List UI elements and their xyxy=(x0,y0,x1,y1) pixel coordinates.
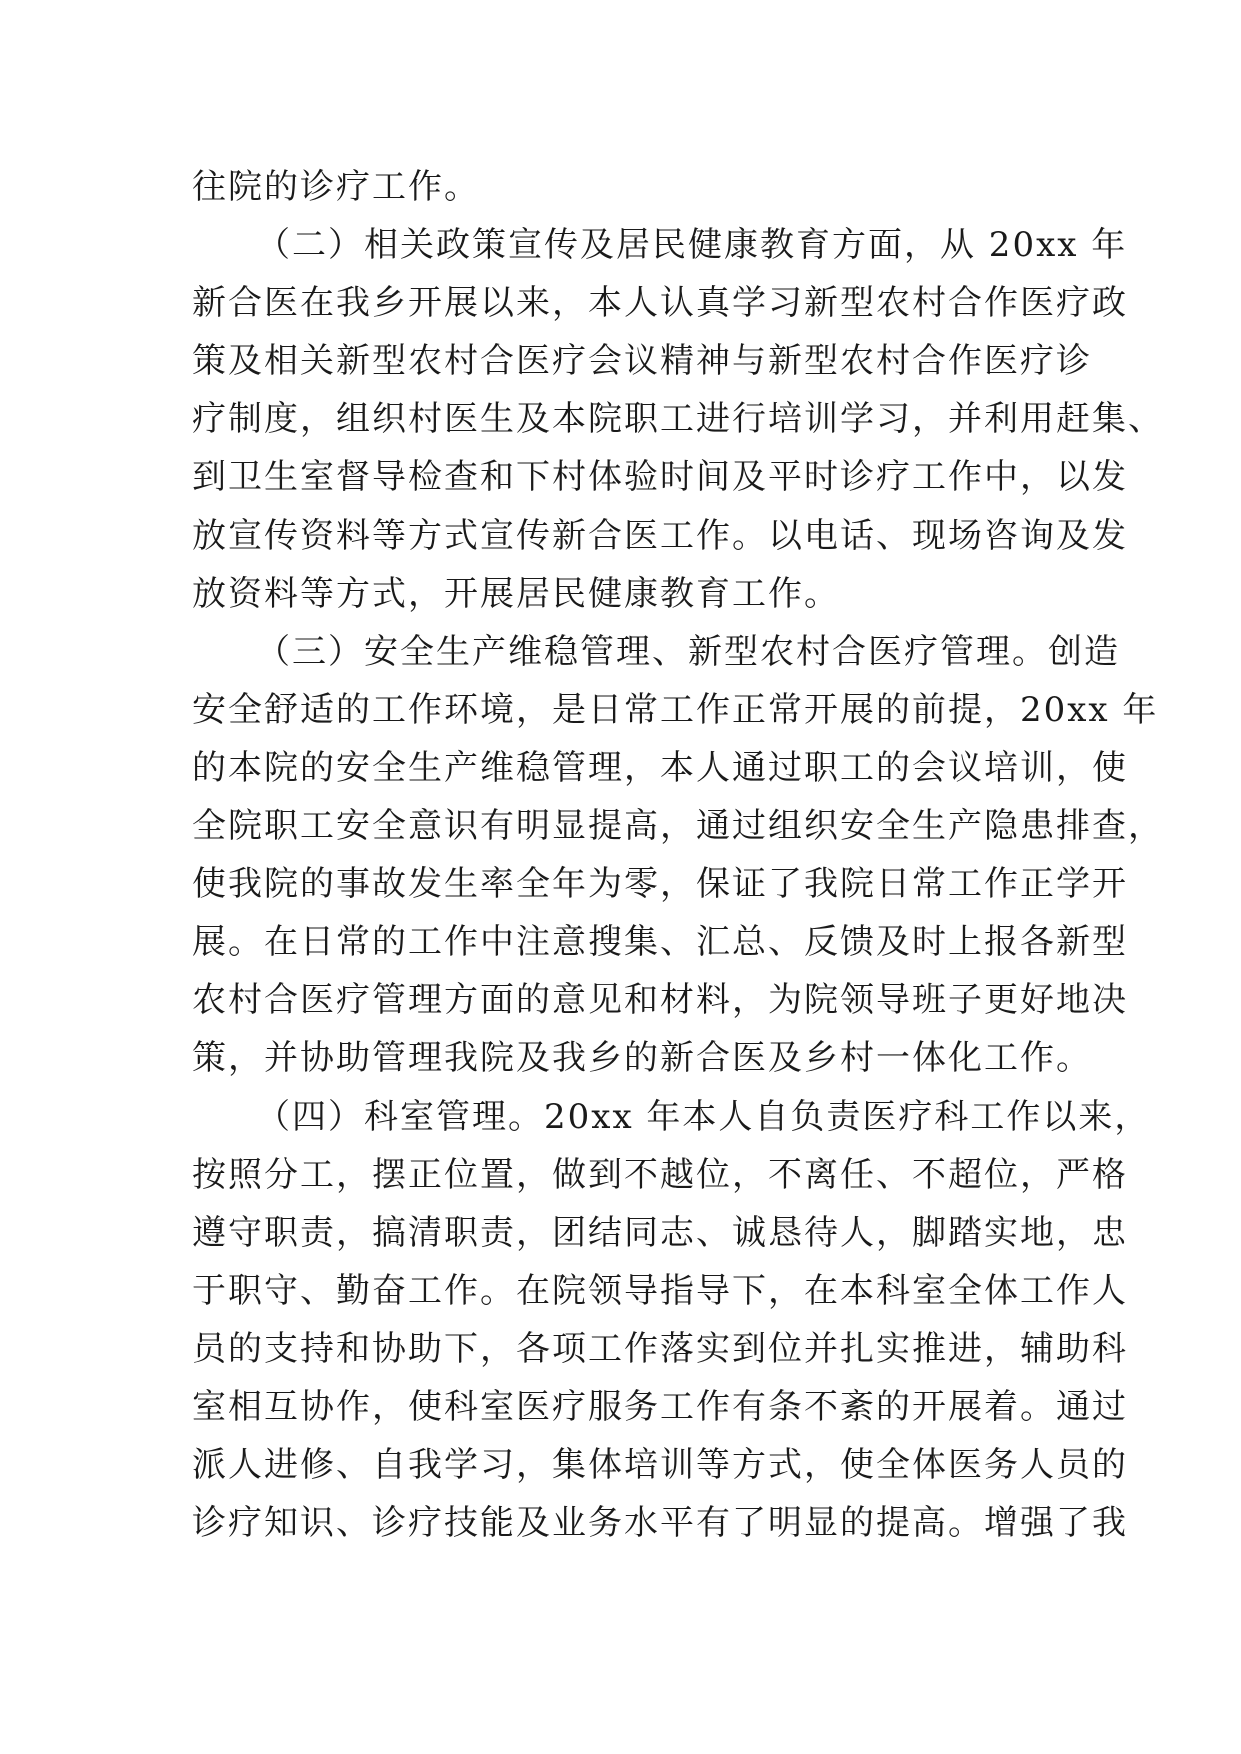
text-line: 策及相关新型农村合医疗会议精神与新型农村合作医疗诊 xyxy=(192,341,1092,382)
text-line: 展。在日常的工作中注意搜集、汇总、反馈及时上报各新型 xyxy=(192,922,1128,963)
text-line: 的本院的安全生产维稳管理，本人通过职工的会议培训，使 xyxy=(192,747,1128,788)
paragraph-heading-line: （二）相关政策宣传及居民健康教育方面，从 20xx 年 xyxy=(256,225,1128,266)
text-line: 安全舒适的工作环境，是日常工作正常开展的前提，20xx 年 xyxy=(192,689,1159,730)
text-line: 到卫生室督导检查和下村体验时间及平时诊疗工作中，以发 xyxy=(192,457,1128,498)
paragraph-heading-line: （四）科室管理。20xx 年本人自负责医疗科工作以来， xyxy=(256,1096,1151,1137)
text-line: 按照分工，摆正位置，做到不越位，不离任、不超位，严格 xyxy=(192,1154,1128,1195)
text-line: 农村合医疗管理方面的意见和材料，为院领导班子更好地决 xyxy=(192,980,1128,1021)
text-line: 疗制度，组织村医生及本院职工进行培训学习，并利用赶集、 xyxy=(192,399,1164,440)
paragraph-heading-line: （三）安全生产维稳管理、新型农村合医疗管理。创造 xyxy=(256,631,1120,672)
text-line: 新合医在我乡开展以来，本人认真学习新型农村合作医疗政 xyxy=(192,283,1128,324)
document-body xyxy=(192,158,1164,1552)
text-line: 派人进修、自我学习，集体培训等方式，使全体医务人员的 xyxy=(192,1445,1128,1486)
text-line: 策，并协助管理我院及我乡的新合医及乡村一体化工作。 xyxy=(192,1038,1092,1079)
text-line: 往院的诊疗工作。 xyxy=(192,167,480,207)
text-line: 员的支持和协助下，各项工作落实到位并扎实推进，辅助科 xyxy=(192,1328,1128,1369)
text-line: 于职守、勤奋工作。在院领导指导下，在本科室全体工作人 xyxy=(192,1270,1128,1311)
text-line: 室相互协作，使科室医疗服务工作有条不紊的开展着。通过 xyxy=(192,1386,1128,1427)
text-line: 全院职工安全意识有明显提高，通过组织安全生产隐患排查， xyxy=(192,806,1164,847)
text-line: 放资料等方式，开展居民健康教育工作。 xyxy=(192,573,840,614)
text-line: 放宣传资料等方式宣传新合医工作。以电话、现场咨询及发 xyxy=(192,515,1128,556)
text-line: 诊疗知识、诊疗技能及业务水平有了明显的提高。增强了我 xyxy=(192,1503,1128,1544)
text-line: 遵守职责，搞清职责，团结同志、诚恳待人，脚踏实地，忠 xyxy=(192,1212,1128,1253)
text-line: 使我院的事故发生率全年为零，保证了我院日常工作正学开 xyxy=(192,864,1128,905)
